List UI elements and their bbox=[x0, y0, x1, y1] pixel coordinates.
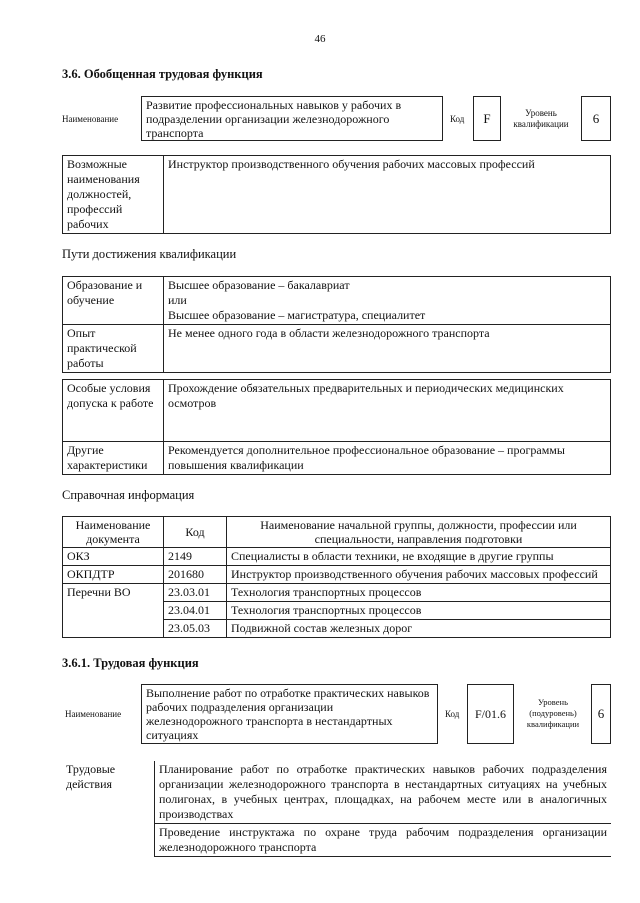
labor-function-level-value: 6 bbox=[591, 684, 611, 744]
qualification-paths-title: Пути достижения квалификации bbox=[62, 247, 237, 261]
special-conditions-value: Прохождение обязательных предварительных и периодических медицинских осмотров bbox=[164, 380, 611, 442]
section-3-6-1-title: 3.6.1. Трудовая функция bbox=[62, 656, 199, 670]
labor-function-code-label: Код bbox=[445, 709, 460, 719]
ref-code: 23.05.03 bbox=[164, 620, 227, 638]
other-characteristics-value: Рекомендуется дополнительное профессиональное образование – программы повышения квалификации bbox=[164, 442, 611, 475]
ref-doc: ОКЗ bbox=[63, 548, 164, 566]
education-line-3: Высшее образование – магистратура, специалитет bbox=[168, 308, 426, 322]
ref-code: 23.03.01 bbox=[164, 584, 227, 602]
ref-name: Инструктор производственного обучения рабочих массовых профессий bbox=[227, 566, 611, 584]
labor-function-level-label: Уровень (подуровень) квалификации bbox=[526, 697, 580, 729]
labor-function-name-label: Наименование bbox=[65, 709, 122, 719]
education-value bbox=[164, 277, 611, 325]
code-label: Код bbox=[450, 114, 465, 124]
table-row bbox=[63, 548, 611, 566]
labor-action-1: Планирование работ по отработке практических навыков рабочих подразделения организации железнодорожного транспорта в нестандартных ситуациях на учебных полигонах, в учебных центрах, площадках, на рабочем месте или в аналогичных производствах bbox=[155, 761, 612, 824]
positions-table bbox=[62, 155, 611, 234]
name-label: Наименование bbox=[62, 114, 119, 124]
generalized-function-name: Развитие профессиональных навыков у рабочих в подразделении организации железнодорожного транспорта bbox=[141, 96, 443, 141]
section-3-6-title: 3.6. Обобщенная трудовая функция bbox=[62, 67, 263, 81]
code-value: F bbox=[473, 96, 501, 141]
reference-info-title: Справочная информация bbox=[62, 488, 195, 502]
ref-header-doc: Наименование документа bbox=[63, 517, 164, 548]
experience-label: Опыт практической работы bbox=[63, 325, 164, 373]
qualification-table-2 bbox=[62, 379, 611, 475]
ref-code: 23.04.01 bbox=[164, 602, 227, 620]
ref-name: Подвижной состав железных дорог bbox=[227, 620, 611, 638]
ref-header-name: Наименование начальной группы, должности, профессии или специальности, направления подготовки bbox=[227, 517, 611, 548]
ref-header-code: Код bbox=[164, 517, 227, 548]
ref-name: Технология транспортных процессов bbox=[227, 584, 611, 602]
ref-name: Технология транспортных процессов bbox=[227, 602, 611, 620]
level-value: 6 bbox=[581, 96, 611, 141]
other-characteristics-label: Другие характеристики bbox=[63, 442, 164, 475]
education-label: Образование и обучение bbox=[63, 277, 164, 325]
ref-doc: ОКПДТР bbox=[63, 566, 164, 584]
positions-label: Возможные наименования должностей, профессий рабочих bbox=[63, 156, 164, 234]
education-line-2: или bbox=[168, 293, 187, 307]
ref-code: 2149 bbox=[164, 548, 227, 566]
ref-name: Специалисты в области техники, не входящие в другие группы bbox=[227, 548, 611, 566]
ref-code: 201680 bbox=[164, 566, 227, 584]
labor-actions-table bbox=[154, 761, 611, 857]
ref-doc: Перечни ВО bbox=[63, 584, 164, 638]
page-number: 46 bbox=[314, 33, 326, 45]
labor-function-name: Выполнение работ по отработке практических навыков рабочих подразделения организации железнодорожного транспорта в нестандартных ситуациях bbox=[141, 684, 438, 744]
special-conditions-label: Особые условия допуска к работе bbox=[63, 380, 164, 442]
table-row bbox=[63, 566, 611, 584]
positions-value: Инструктор производственного обучения рабочих массовых профессий bbox=[164, 156, 611, 234]
education-line-1: Высшее образование – бакалавриат bbox=[168, 278, 350, 292]
labor-function-code-value: F/01.6 bbox=[467, 684, 514, 744]
level-label: Уровень квалификации bbox=[513, 108, 569, 129]
reference-table bbox=[62, 516, 611, 638]
experience-value: Не менее одного года в области железнодорожного транспорта bbox=[164, 325, 611, 373]
labor-action-2: Проведение инструктажа по охране труда рабочим подразделения организации железнодорожного транспорта bbox=[155, 824, 612, 857]
qualification-table-1 bbox=[62, 276, 611, 373]
labor-actions-label: Трудовые действия bbox=[66, 762, 116, 791]
table-row bbox=[63, 584, 611, 602]
